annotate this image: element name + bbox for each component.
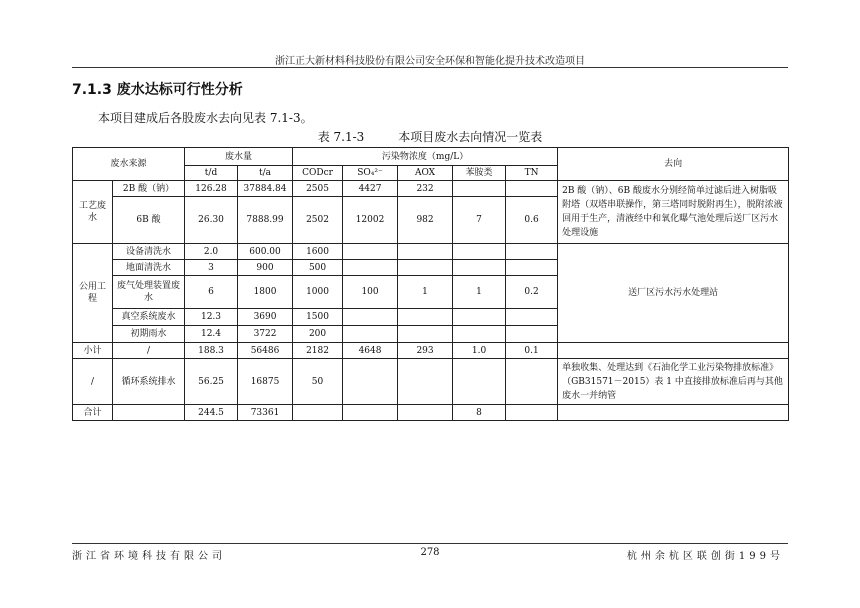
table-caption-number: 表 7.1-3 [317,130,365,144]
subtotal-td: 188.3 [185,343,238,359]
row-ta: 600.00 [238,244,293,260]
header-td: t/d [185,166,238,181]
row-codcr: 2502 [293,197,343,244]
row-td: 3 [185,260,238,276]
circulation-td: 56.25 [185,359,238,405]
row-tn [506,244,558,260]
row-aox: 1 [398,276,453,309]
header-row [73,148,789,166]
row-td: 2.0 [185,244,238,260]
header-rule [72,67,788,68]
destination-process: 2B 酸（钠）、6B 酸废水分别经简单过滤后进入树脂吸附塔（双塔串联操作，第三塔同时脱附再生），脱附浓液回用于生产，清液经中和氧化曝气池处理后送厂区污水处理设施 [558,181,789,244]
row-aox [398,260,453,276]
row-name: 2B 酸（钠） [113,181,185,197]
circulation-amine [453,359,506,405]
row-ta: 1800 [238,276,293,309]
footer-address: 杭州余杭区联创街199号 [626,551,784,562]
row-td: 26.30 [185,197,238,244]
row-ta: 3722 [238,326,293,343]
row-so4 [343,326,398,343]
circulation-name: 循环系统排水 [113,359,185,405]
row-tn: 0.2 [506,276,558,309]
row-aox [398,244,453,260]
subtotal-ta: 56486 [238,343,293,359]
total-so4 [343,405,398,421]
row-codcr: 1000 [293,276,343,309]
row-tn [506,309,558,326]
group-utility: 公用工程 [73,244,113,343]
intro-text: 本项目建成后各股废水去向见表 7.1-3。 [98,111,313,125]
row-so4: 12002 [343,197,398,244]
total-row [73,405,789,421]
row-codcr: 200 [293,326,343,343]
subtotal-codcr: 2182 [293,343,343,359]
row-so4 [343,309,398,326]
header-destination: 去向 [558,148,789,181]
row-so4 [343,244,398,260]
header-tn: TN [506,166,558,181]
row-td: 126.28 [185,181,238,197]
row-amine: 1 [453,276,506,309]
table-row [73,244,789,260]
row-amine [453,260,506,276]
row-ta: 900 [238,260,293,276]
row-amine: 7 [453,197,506,244]
row-tn [506,260,558,276]
row-so4: 100 [343,276,398,309]
circulation-group: / [73,359,113,405]
header-amine: 苯胺类 [453,166,506,181]
row-tn: 0.6 [506,197,558,244]
circulation-aox [398,359,453,405]
table-caption [72,128,788,145]
total-aox [398,405,453,421]
footer-rule [72,543,788,544]
circulation-row [73,359,789,405]
total-label: 合计 [73,405,113,421]
total-tn [506,405,558,421]
row-td: 6 [185,276,238,309]
row-amine [453,309,506,326]
total-name [113,405,185,421]
subtotal-destination [558,343,789,359]
subtotal-aox: 293 [398,343,453,359]
header-so4: SO₄²⁻ [343,166,398,181]
row-ta: 3690 [238,309,293,326]
row-codcr: 1600 [293,244,343,260]
circulation-codcr: 50 [293,359,343,405]
row-tn [506,326,558,343]
row-aox: 982 [398,197,453,244]
page-header: 浙江正大新材料科技股份有限公司安全环保和智能化提升技术改造项目 [275,56,585,67]
row-name: 设备清洗水 [113,244,185,260]
destination-utility: 送厂区污水污水处理站 [558,244,789,343]
header-source: 废水来源 [73,148,185,181]
subtotal-amine: 1.0 [453,343,506,359]
subtotal-so4: 4648 [343,343,398,359]
total-codcr [293,405,343,421]
row-aox [398,309,453,326]
total-destination [558,405,789,421]
page-number: 278 [420,547,440,558]
row-so4 [343,260,398,276]
row-aox: 232 [398,181,453,197]
row-amine [453,244,506,260]
row-so4: 4427 [343,181,398,197]
row-name: 地面清洗水 [113,260,185,276]
wastewater-table [72,147,789,421]
destination-circulation: 单独收集、处理达到《石油化学工业污染物排放标准》（GB31571－2015）表 1 中直接排放标准后再与其他废水一并纳管 [558,359,789,405]
table-row [73,181,789,197]
subtotal-name: / [113,343,185,359]
header-codcr: CODcr [293,166,343,181]
row-name: 6B 酸 [113,197,185,244]
header-concentration: 污染物浓度（mg/L） [293,148,558,166]
subtotal-row [73,343,789,359]
row-name: 废气处理装置废水 [113,276,185,309]
row-name: 真空系统废水 [113,309,185,326]
row-td: 12.4 [185,326,238,343]
row-codcr: 500 [293,260,343,276]
total-td: 244.5 [185,405,238,421]
row-amine [453,181,506,197]
row-ta: 37884.84 [238,181,293,197]
footer-company: 浙江省环境科技有限公司 [72,551,226,562]
circulation-ta: 16875 [238,359,293,405]
row-codcr: 1500 [293,309,343,326]
total-ta: 73361 [238,405,293,421]
circulation-so4 [343,359,398,405]
row-aox [398,326,453,343]
subtotal-tn: 0.1 [506,343,558,359]
subtotal-label: 小计 [73,343,113,359]
circulation-tn [506,359,558,405]
header-aox: AOX [398,166,453,181]
row-td: 12.3 [185,309,238,326]
total-amine: 8 [453,405,506,421]
table-caption-title: 本项目废水去向情况一览表 [398,130,543,144]
group-process: 工艺废水 [73,181,113,244]
section-title: 7.1.3 废水达标可行性分析 [72,82,243,98]
row-ta: 7888.99 [238,197,293,244]
row-codcr: 2505 [293,181,343,197]
header-volume: 废水量 [185,148,293,166]
header-ta: t/a [238,166,293,181]
row-tn [506,181,558,197]
row-amine [453,326,506,343]
row-name: 初期雨水 [113,326,185,343]
